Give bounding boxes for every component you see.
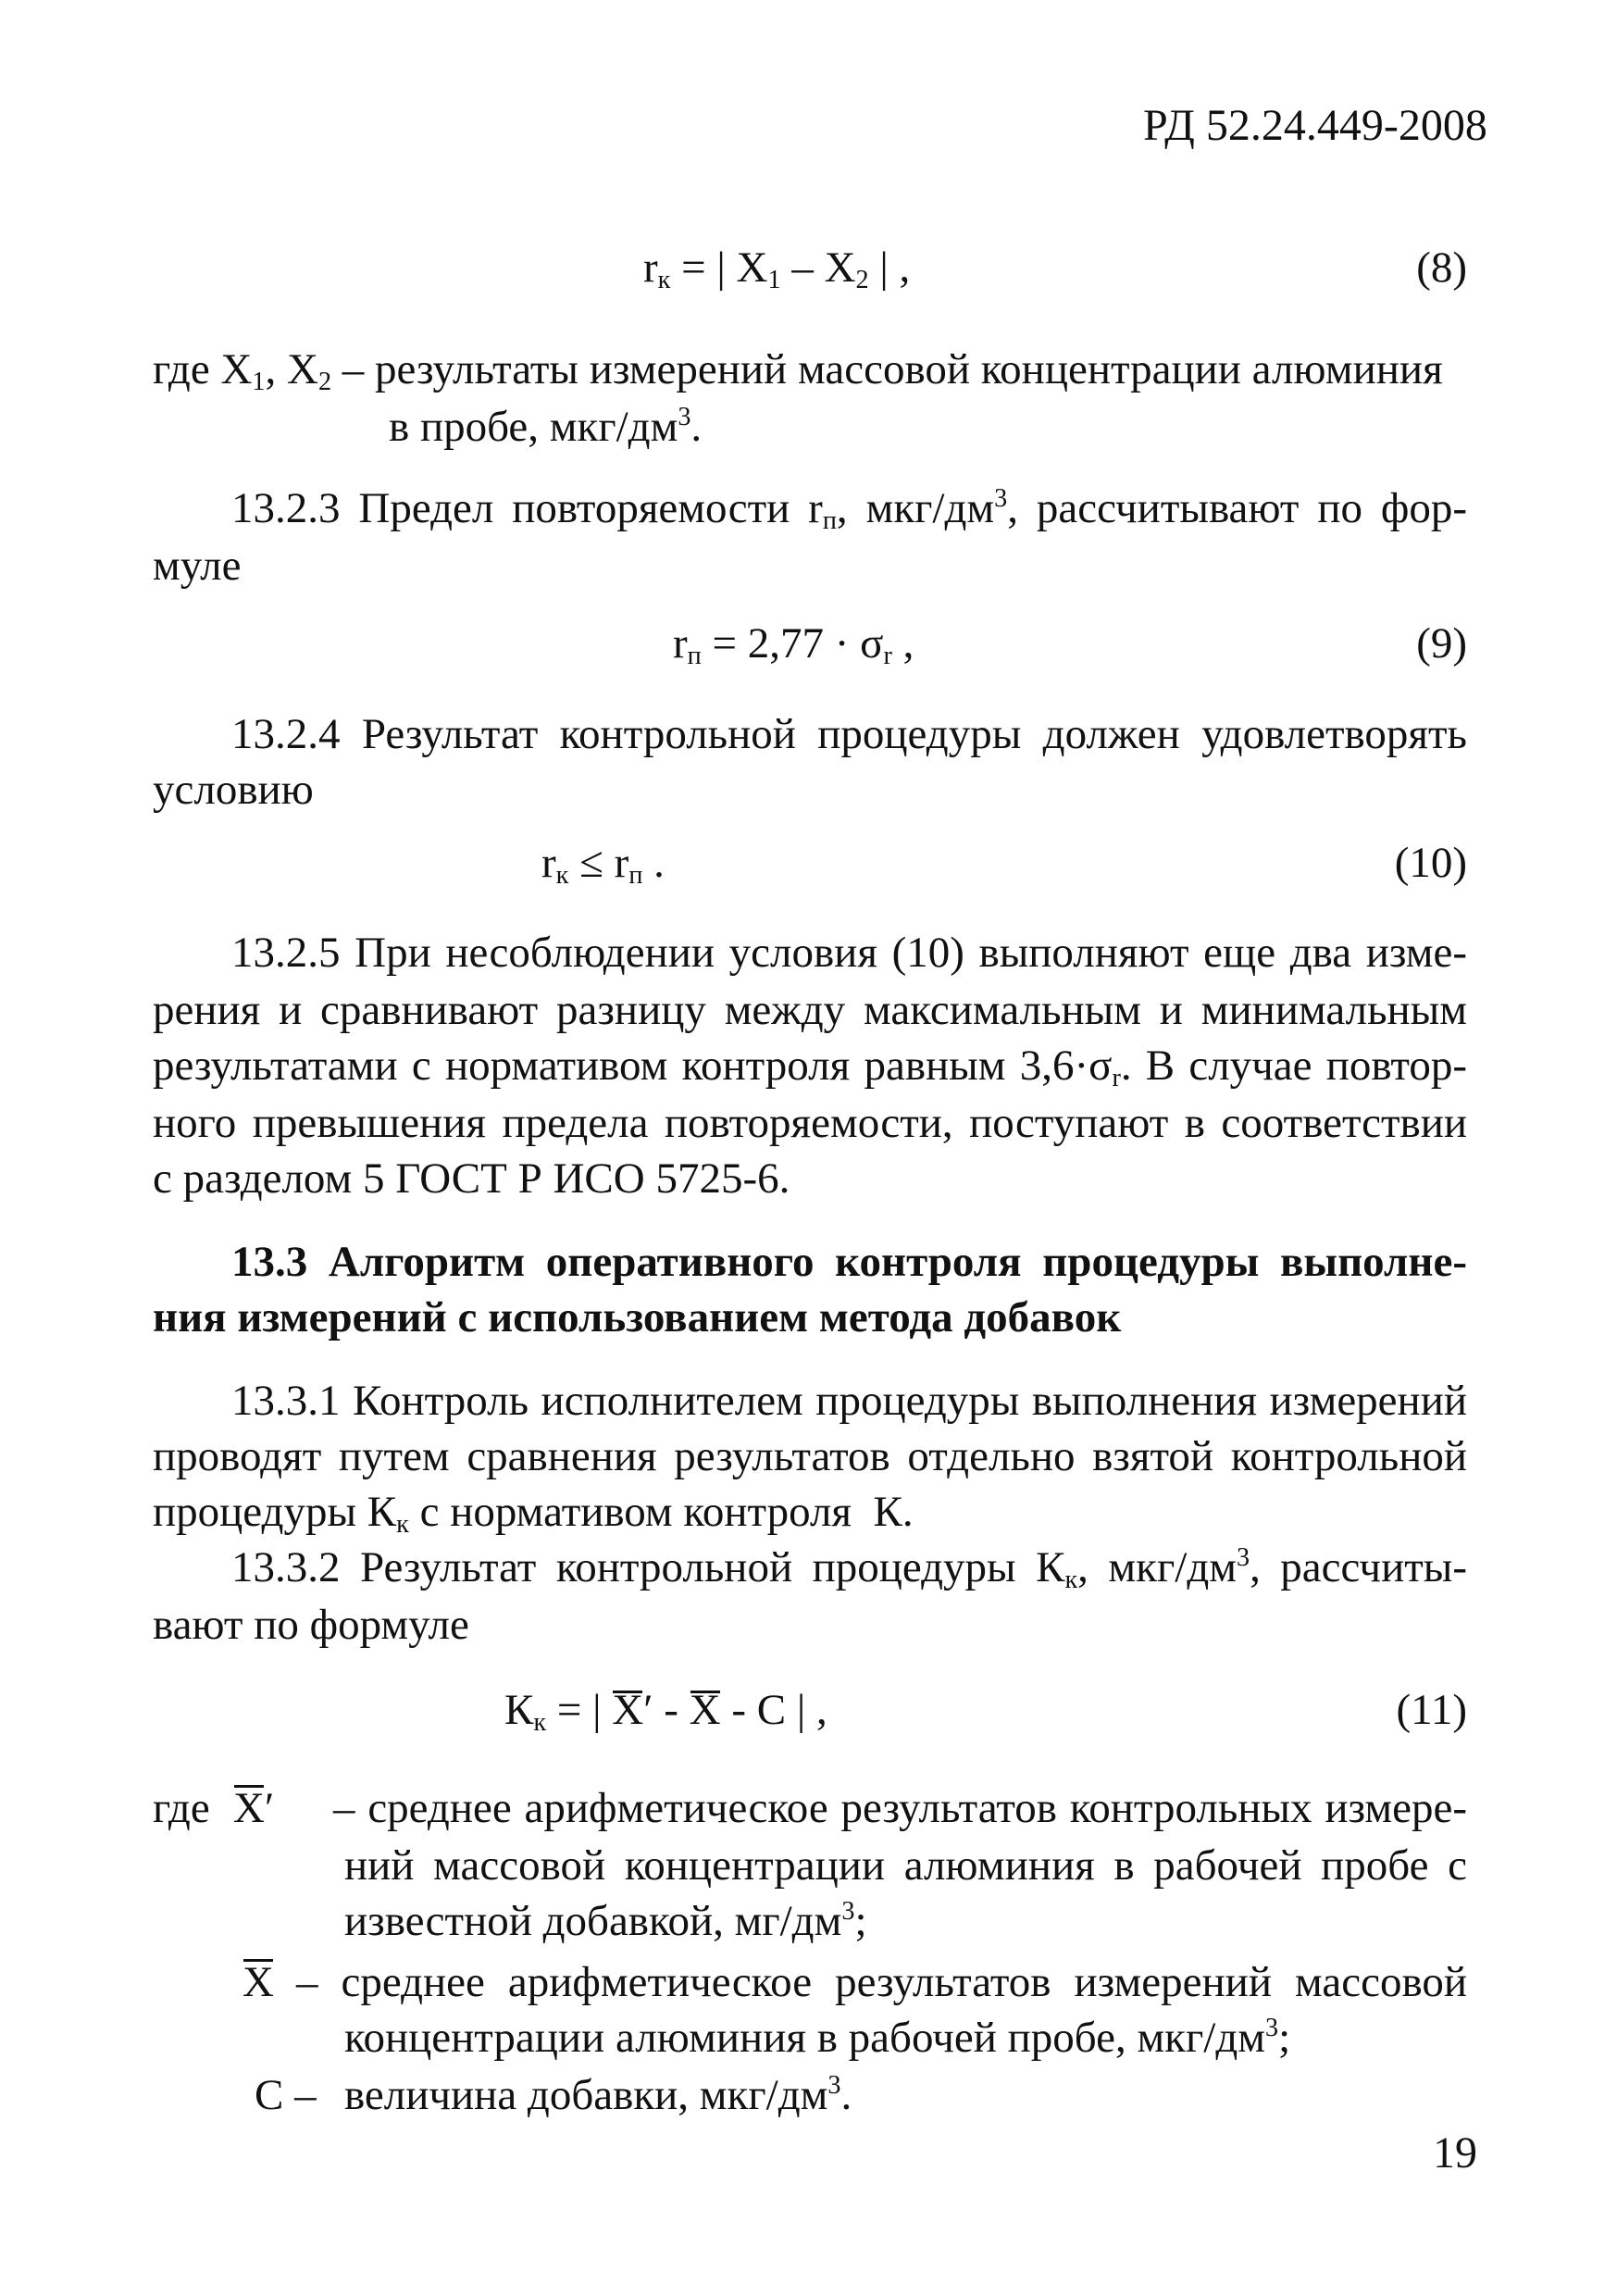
where-item3-line1: величина добавки, мкг/$дм^3$. bbox=[344, 2071, 852, 2119]
paragraph-13-3-1-line2: проводят путем сравнения результатов отдельно взятой контрольной bbox=[153, 1432, 1467, 1480]
paragraph-13-2-5-line1: 13.2.5 При несоблюдении условия (10) выполняют еще два изме- bbox=[231, 929, 1467, 977]
paragraph-13-3-1-line3: процедуры $К_к$ с нормативом контроля К. bbox=[153, 1488, 914, 1540]
paragraph-13-2-5-line4: ного превышения предела повторяемости, поступают в соответствии bbox=[153, 1099, 1467, 1147]
where-item1-line3: известной добавкой, $мг/дм^3$; bbox=[344, 1897, 867, 1945]
x-mean-symbol: X bbox=[689, 1686, 721, 1734]
paragraph-13-2-5-line2: рения и сравнивают разницу между максимальным и минимальным bbox=[153, 986, 1467, 1034]
equation-11-number: (11) bbox=[1396, 1686, 1467, 1734]
paragraph-13-2-3-line1: 13.2.3 Предел повторяемости $r_п$, мкг/$дм^3$, рассчитывают по фор- bbox=[231, 484, 1467, 536]
where-item1-line2: ний массовой концентрации алюминия в рабочей пробе с bbox=[344, 1841, 1467, 1890]
paragraph-13-2-5-line3: результатами с нормативом контроля равным $3,6\cdot\sigma_r$. В случае повтор- bbox=[153, 1042, 1467, 1093]
where-item2-line1: – среднее арифметическое результатов измерений массовой bbox=[296, 1958, 1467, 2006]
section-heading-13-3-line1: 13.3 Алгоритм оперативного контроля процедуры выполне- bbox=[231, 1238, 1467, 1286]
page-number: 19 bbox=[1433, 2128, 1477, 2177]
equation-8: $r_к$ = | $X_1 - X_2$ | , bbox=[643, 243, 911, 295]
where-x1-x2-line2: в пробе, мкг/$дм^3$. bbox=[389, 403, 703, 451]
x-prime-mean-symbol: X bbox=[612, 1686, 644, 1734]
where-item1-line1: – среднее арифметическое результатов контрольных измере- bbox=[333, 1784, 1467, 1832]
where-item3-symbol: С – bbox=[255, 2071, 317, 2119]
paragraph-13-2-4-line2: условию bbox=[153, 766, 314, 814]
paragraph-13-2-4-line1: 13.2.4 Результат контрольной процедуры должен удовлетворять bbox=[231, 710, 1467, 758]
paragraph-13-3-2-line1: 13.3.2 Результат контрольной процедуры $К_к$, мкг/$дм^3$, рассчиты- bbox=[231, 1543, 1467, 1595]
where-label: где bbox=[153, 1784, 210, 1832]
document-code: РД 52.24.449-2008 bbox=[1143, 101, 1487, 150]
where-x1-x2: где $X_1$, $X_2$ – результаты измерений массовой концентрации алюминия bbox=[153, 345, 1443, 397]
equation-11: $К_к$ = | X′ - X - С | , bbox=[504, 1686, 827, 1738]
paragraph-13-2-3-line2: муле bbox=[153, 542, 242, 590]
where-item2-line2: концентрации алюминия в рабочей пробе, мкг/$дм^3$; bbox=[344, 2014, 1291, 2062]
equation-8-number: (8) bbox=[1416, 243, 1467, 292]
equation-9: $r_п = 2,77 \cdot \sigma_r$ , bbox=[673, 619, 914, 671]
equation-10: $r_к \le r_п$ . bbox=[541, 839, 665, 891]
equation-10-number: (10) bbox=[1394, 839, 1467, 887]
equation-9-number: (9) bbox=[1416, 619, 1467, 668]
section-heading-13-3-line2: ния измерений с использованием метода добавок bbox=[153, 1293, 1122, 1341]
paragraph-13-3-1-line1: 13.3.1 Контроль исполнителем процедуры выполнения измерений bbox=[231, 1377, 1467, 1425]
where-item1-symbol: X′ bbox=[233, 1779, 274, 1837]
paragraph-13-2-5-line5: с разделом 5 ГОСТ Р ИСО 5725-6. bbox=[153, 1154, 790, 1203]
paragraph-13-3-2-line2: вают по формуле bbox=[153, 1601, 469, 1649]
where-item2-symbol: X bbox=[243, 1953, 274, 2011]
